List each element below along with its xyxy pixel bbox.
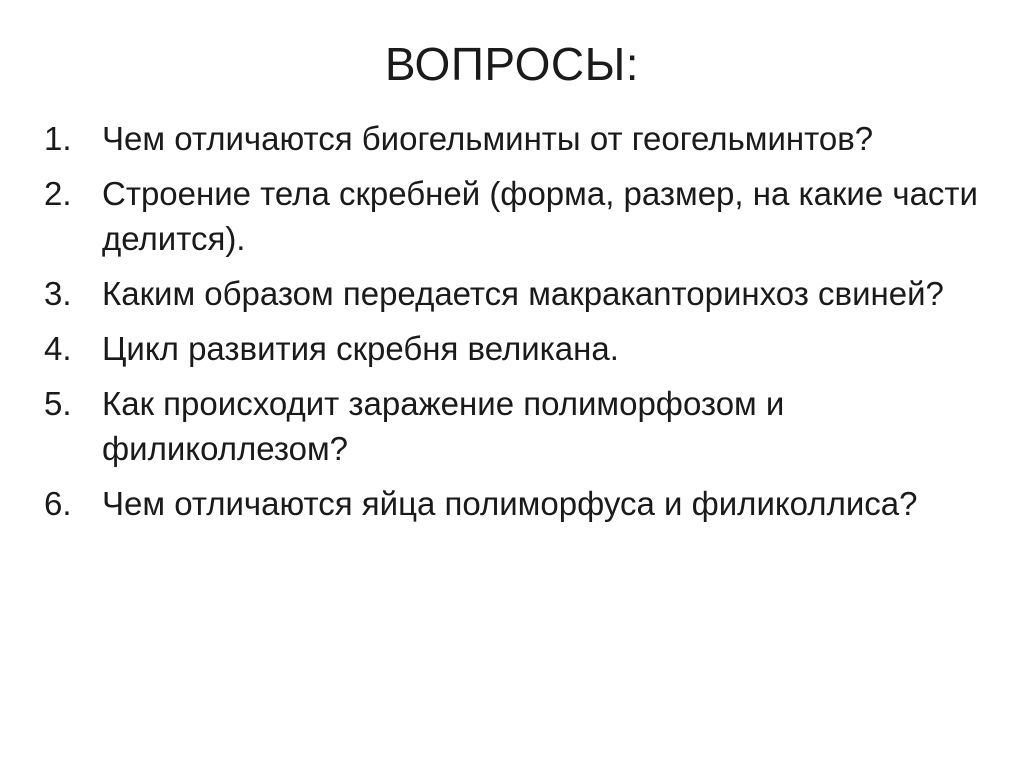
question-text: Строение тела скребней (форма, размер, на какие части делится). bbox=[102, 175, 978, 257]
question-text: Как происходит заражение полиморфозом и филиколлезом? bbox=[102, 385, 785, 467]
question-text: Каким образом передается макракanторинхоз свиней? bbox=[102, 275, 944, 312]
question-number: 3. bbox=[44, 275, 72, 312]
question-item-2 bbox=[44, 171, 984, 261]
question-item-3 bbox=[44, 271, 984, 316]
question-item-6 bbox=[44, 481, 984, 526]
slide-title: ВОПРОСЫ: bbox=[384, 38, 640, 90]
question-number: 4. bbox=[44, 330, 72, 367]
question-number: 5. bbox=[44, 385, 72, 422]
question-text: Чем отличаются яйца полиморфуса и филиколлиса? bbox=[102, 485, 918, 522]
question-number: 2. bbox=[44, 175, 72, 212]
question-list bbox=[44, 116, 984, 536]
question-item-1 bbox=[44, 116, 984, 161]
question-item-5 bbox=[44, 381, 984, 471]
question-text: Цикл развития скребня великана. bbox=[102, 330, 619, 367]
question-number: 6. bbox=[44, 485, 72, 522]
question-text: Чем отличаются биогельминты от геогельминтов? bbox=[102, 120, 874, 157]
question-item-4 bbox=[44, 326, 984, 371]
question-number: 1. bbox=[44, 120, 72, 157]
